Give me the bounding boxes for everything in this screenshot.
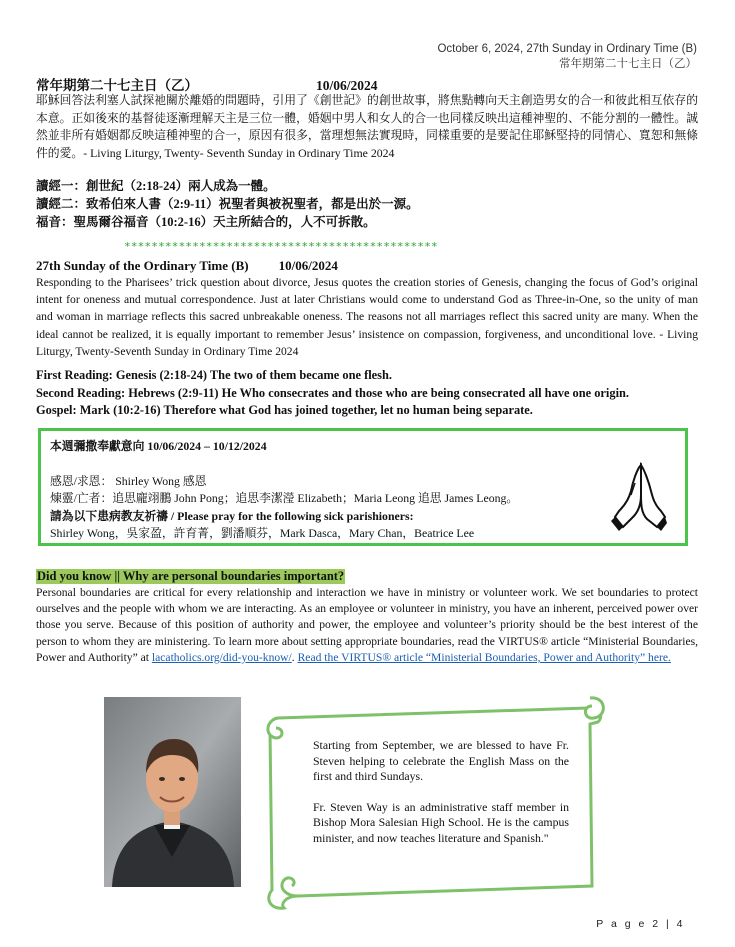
english-readings (36, 367, 629, 420)
mass-intentions-content (50, 438, 518, 543)
did-you-know-title: Did you know || Why are personal boundaries important? (37, 569, 345, 583)
priest-photo (104, 697, 241, 887)
praying-hands-icon (611, 461, 667, 531)
english-title-text: 27th Sunday of the Ordinary Time (B) (36, 258, 249, 273)
sick-list: Shirley Wong，吳家盈，許育菁，劉潘順芬，Mark Dasca，Mary Chan，Beatrice Lee (50, 526, 475, 540)
chinese-reading-3: 福音：聖馬爾谷福音（10:2-16）天主所結合的，人不可拆散。 (36, 215, 376, 229)
link-separator: . (291, 650, 298, 664)
page-number: P a g e 2 | 4 (596, 918, 685, 930)
sick-label: 請為以下患病教友祈禱 / Please pray for the following sick parishioners: (50, 508, 414, 523)
english-reading-2: Second Reading: Hebrews (2:9-11) He Who consecrates and those who are being consecrated all have one origin. (36, 385, 630, 400)
mass-intentions-box (38, 428, 688, 546)
announcement-text (313, 738, 569, 861)
english-reflection: Responding to the Pharisees’ trick question about divorce, Jesus quotes the creation stories of Genesis, changing the focus of God’s original intent for oneness and mutual correspondence. Just at later Christians would come to understand God as Three-in-One, so the unity of man and woman in marriage reflects this sacred unbreakable oneness. The reasons not all marriages reflect this sacred unity are many. When the ideal cannot be realized, it is equally important to remember Jesus’ insistence on compassion, forgiveness, and unconditional love. - Living Liturgy, Twenty-Seventh Sunday in Ordinary Time 2024 (36, 276, 698, 358)
mass-intentions-heading: 本週彌撒奉獻意向 10/06/2024 – 10/12/2024 (50, 439, 267, 453)
chinese-title (36, 74, 378, 94)
header-zh-line: 常年期第二十七主日（乙） (559, 58, 697, 70)
chinese-reading-1: 讀經一：創世紀（2:18-24）兩人成為一體。 (36, 179, 276, 193)
chinese-title-text: 常年期第二十七主日（乙） (36, 78, 198, 93)
thanksgiving-line (50, 473, 518, 491)
announcement-paragraph-1: Starting from September, we are blessed to have Fr. Steven helping to celebrate the English Mass on the first and third Sundays. (313, 738, 569, 783)
lacatholics-link[interactable]: lacatholics.org/did-you-know/ (151, 650, 292, 664)
chinese-reading-2: 讀經二：致希伯來人書（2:9-11）祝聖者與被祝聖者，都是出於一源。 (36, 197, 419, 211)
star-divider: ********************************************** (124, 240, 438, 253)
did-you-know-body (36, 585, 698, 666)
announcement-paragraph-2: Fr. Steven Way is an administrative staff member in Bishop Mora Salesian High School. He is the campus minister, and now teaches literature and Spanish." (313, 799, 569, 845)
thanksgiving-label: 感恩/求恩： (50, 473, 113, 488)
chinese-readings (36, 177, 419, 231)
english-title-date: 10/06/2024 (278, 258, 338, 273)
chinese-reflection: 耶穌回答法利塞人試探祂關於離婚的問題時，引用了《創世記》的創世故事，將焦點轉向天主創造男女的合一和彼此相互依存的本意。正如後來的基督徒逐漸理解天主是三位一體，婚姻中男人和女人的合一也同樣反映出這種神聖的、不能分割的一體性。誠然並非所有婚姻都反映這種神聖的合一，原因有很多，當理想無法實現時，同樣重要的是要記住耶穌堅持的同情心、寬恕和無條件的愛。- Living Liturgy, Twenty- Seventh Sunday in Ordinary Time 2024 (36, 93, 698, 160)
virtus-article-link[interactable]: Read the VIRTUS® article “Ministerial Boundaries, Power and Authority” here. (297, 650, 671, 664)
deceased-line (50, 490, 518, 508)
english-reading-3: Gospel: Mark (10:2-16) Therefore what God has joined together, let no human being separate. (36, 403, 533, 417)
english-reading-1: First Reading: Genesis (2:18-24) The two of them became one flesh. (36, 368, 392, 382)
did-you-know-text: Personal boundaries are critical for every relationship and interaction we have in ministry or volunteer work. We set boundaries to protect ourselves and the people with whom we are interacting. As an employee or volunteer in ministry, you have an inherent, perceived power over those you serve. Because of this position of authority and power, the employee and volunteer’s priority should be the best interest of the person to whom they are ministering. To learn more about setting appropriate boundaries, read the VIRTUS® article “Ministerial Boundaries, Power and Authority” at (36, 586, 698, 664)
header-date-line: October 6, 2024, 27th Sunday in Ordinary Time (B) (437, 43, 697, 55)
deceased-names: 追思龐翊鵬 John Pong；追思李潔瀅 Elizabeth；Maria Leong 追思 James Leong。 (112, 491, 519, 505)
thanksgiving-names: Shirley Wong 感恩 (112, 473, 207, 488)
chinese-title-date: 10/06/2024 (316, 78, 378, 93)
english-title (36, 258, 338, 274)
deceased-label: 煉靈/亡者： (50, 491, 113, 505)
